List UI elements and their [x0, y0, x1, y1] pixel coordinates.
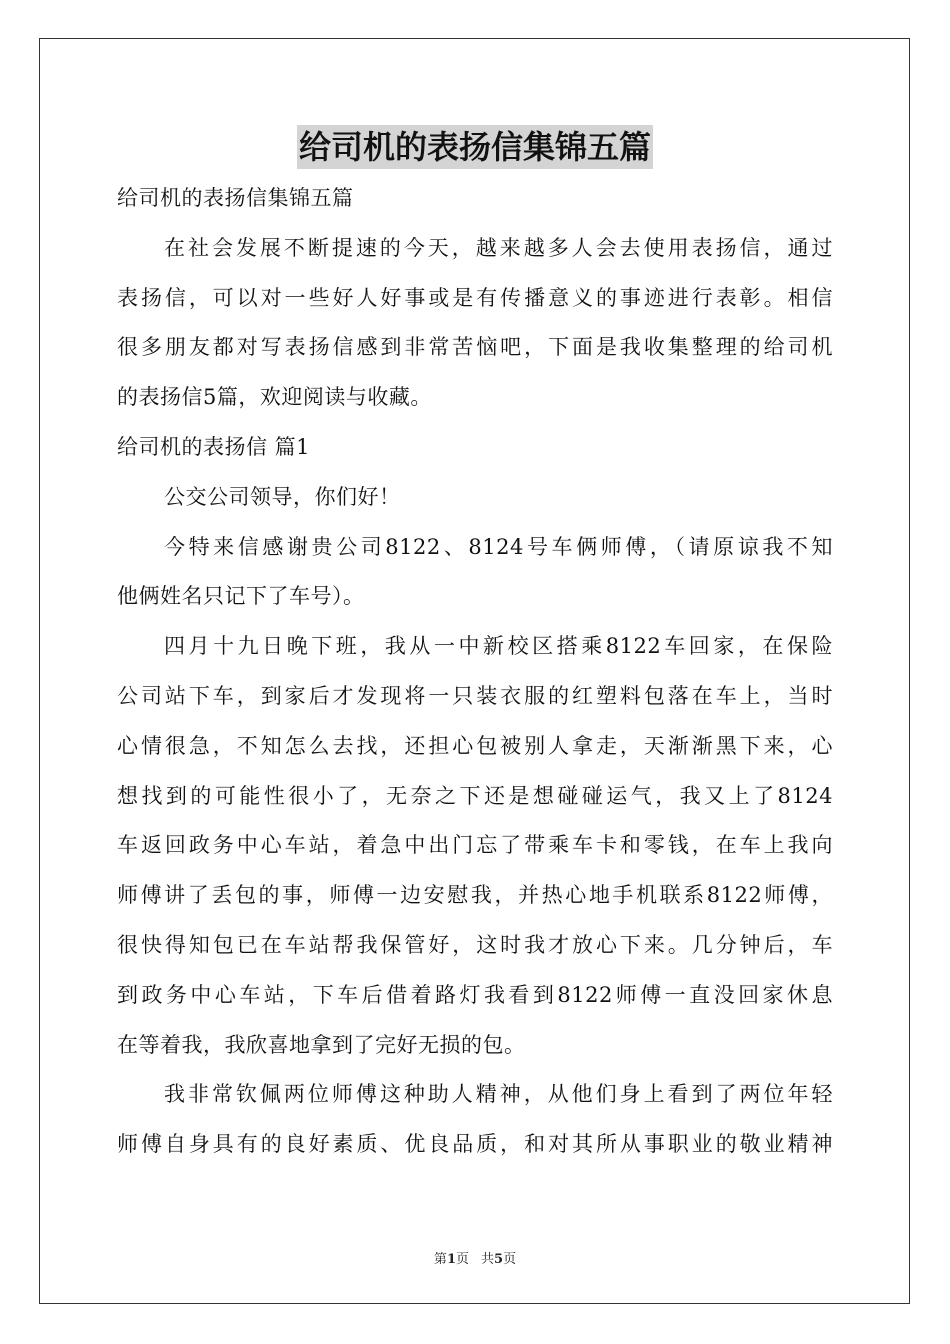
paragraph-line: 师傅自身具有的良好素质、优良品质，和对其所从事职业的敬业精神: [117, 1132, 833, 1157]
subtitle-line: 给司机的表扬信集锦五篇: [117, 186, 354, 210]
page-footer: [0, 1248, 950, 1267]
paragraph-line: 四月十九日晚下班，我从一中新校区搭乘8122车回家，在保险: [164, 634, 833, 659]
page-prefix: 第: [433, 1252, 447, 1267]
paragraph-line: 在等着我，我欣喜地拿到了完好无损的包。: [117, 1032, 526, 1057]
salutation-line: 公交公司领导，你们好！: [164, 484, 401, 509]
paragraph-line: 到政务中心车站，下车后借着路灯我看到8122师傅一直没回家休息: [117, 982, 833, 1007]
total-prefix: 共: [481, 1252, 495, 1267]
paragraph-line: 想找到的可能性很小了，无奈之下还是想碰碰运气，我又上了8124: [117, 783, 833, 808]
paragraph-line: 心情很急，不知怎么去找，还担心包被别人拿走，天渐渐黑下来，心: [117, 733, 833, 758]
page-current: 1: [446, 1252, 456, 1267]
document-body: [117, 174, 833, 1170]
paragraph-line: 很快得知包已在车站帮我保管好，这时我才放心下来。几分钟后，车: [117, 932, 833, 957]
paragraph-line: 他俩姓名只记下了车号）。: [117, 584, 365, 609]
page-suffix: 页: [455, 1252, 469, 1267]
paragraph-line: 的表扬信5篇，欢迎阅读与收藏。: [117, 385, 432, 410]
page-total: 5: [494, 1252, 504, 1267]
paragraph-line: 很多朋友都对写表扬信感到非常苦恼吧，下面是我收集整理的给司机: [117, 335, 833, 360]
paragraph-line: 我非常钦佩两位师傅这种助人精神，从他们身上看到了两位年轻: [164, 1082, 833, 1107]
paragraph-line: 公司站下车，到家后才发现将一只装衣服的红塑料包落在车上，当时: [117, 683, 833, 708]
paragraph-line: 在社会发展不断提速的今天，越来越多人会去使用表扬信，通过: [164, 235, 833, 260]
paragraph-line: 师傅讲了丢包的事，师傅一边安慰我，并热心地手机联系8122师傅，: [117, 883, 833, 908]
document-title: 给司机的表扬信集锦五篇: [297, 125, 653, 169]
paragraph-line: 表扬信，可以对一些好人好事或是有传播意义的事迹进行表彰。相信: [117, 285, 833, 310]
paragraph-line: 今特来信感谢贵公司8122、8124号车俩师傅，（请原谅我不知: [164, 534, 833, 559]
title-container: [0, 125, 950, 169]
paragraph-line: 车返回政务中心车站，着急中出门忘了带乘车卡和零钱，在车上我向: [117, 833, 833, 858]
section-heading: 给司机的表扬信 篇1: [117, 434, 311, 459]
total-suffix: 页: [503, 1252, 517, 1267]
